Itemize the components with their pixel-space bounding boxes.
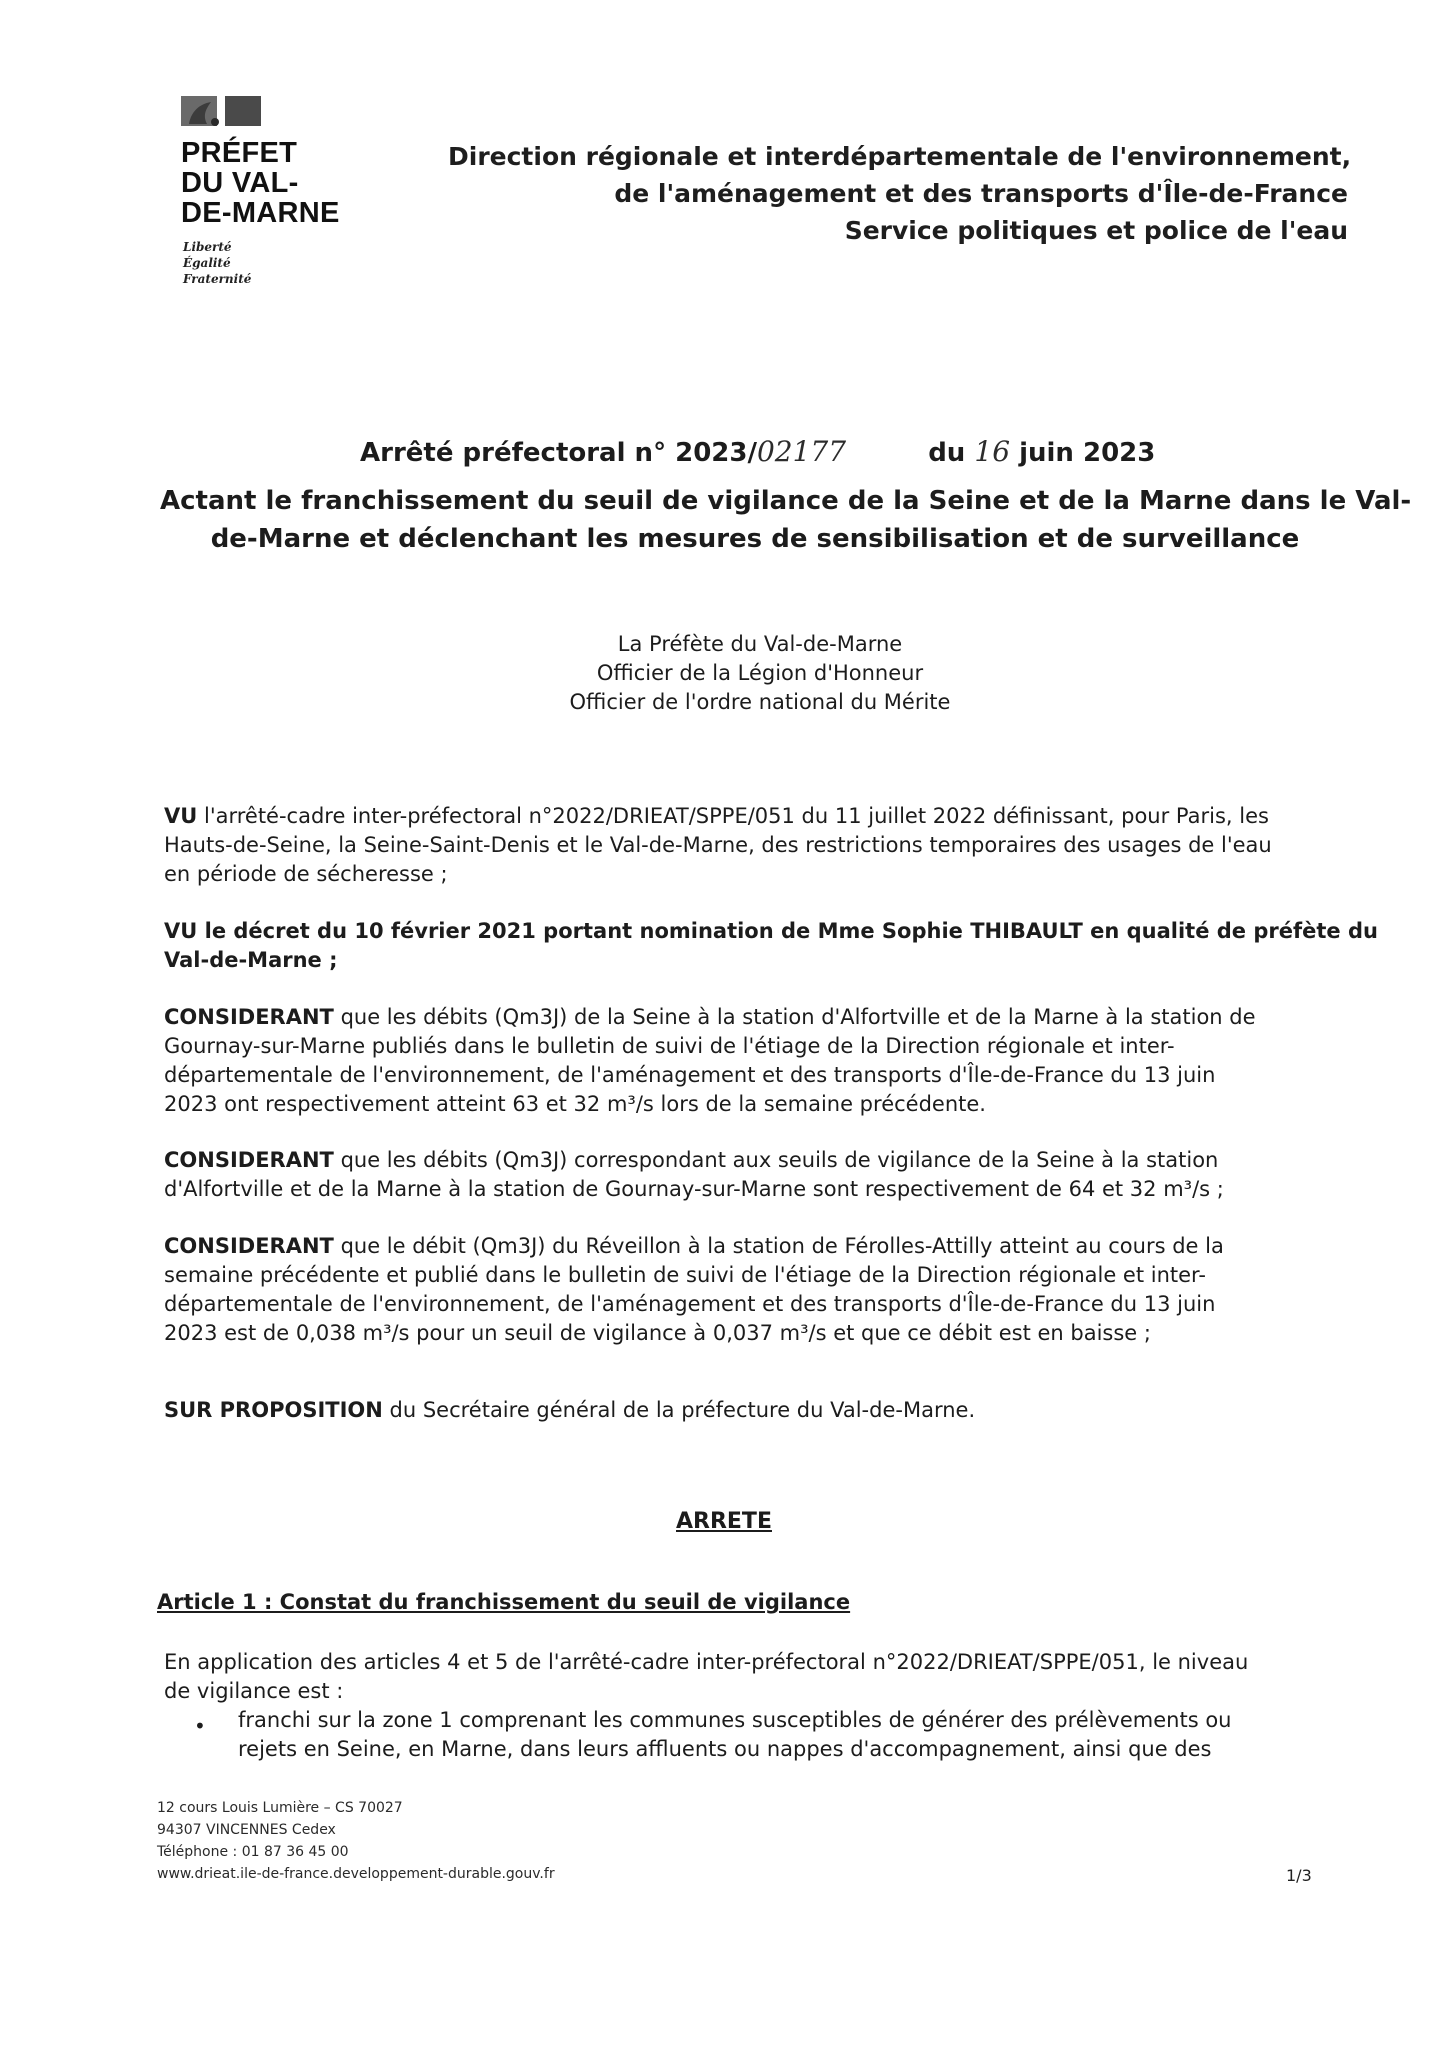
paragraph-line: Gournay-sur-Marne publiés dans le bulletin de suivi de l'étiage de la Direction régionale et inter- <box>164 1034 1175 1058</box>
footer-phone: Téléphone : 01 87 36 45 00 <box>157 1844 349 1860</box>
prefet-line-1: PRÉFET <box>181 137 298 169</box>
considerant-debits-observes <box>164 1003 1344 1119</box>
footer-website: www.drieat.ile-de-france.developpement-durable.gouv.fr <box>157 1866 555 1882</box>
paragraph-line: que les débits (Qm3J) correspondant aux seuils de vigilance de la Seine à la station <box>333 1148 1219 1172</box>
arrete-title <box>360 432 1180 473</box>
paragraph-line: du Secrétaire général de la préfecture du Val-de-Marne. <box>382 1398 976 1422</box>
sur-proposition <box>164 1396 1344 1425</box>
bullet-point: • <box>194 1714 206 1738</box>
considerant-keyword: CONSIDERANT <box>164 1005 334 1029</box>
footer-city: 94307 VINCENNES Cedex <box>157 1822 336 1838</box>
paragraph-line: départementale de l'environnement, de l'aménagement et des transports d'Île-de-France du 13 juin <box>164 1063 1216 1087</box>
prefet-line-2: DU VAL- <box>181 167 299 199</box>
direction-line-2: de l'aménagement et des transports d'Île-de-France <box>614 179 1348 208</box>
motto-fraternite: Fraternité <box>183 272 252 286</box>
direction-line-3: Service politiques et police de l'eau <box>844 216 1348 245</box>
considerant-keyword: CONSIDERANT <box>164 1148 334 1172</box>
subtitle-line-2: de-Marne et déclenchant les mesures de sensibilisation et de surveillance <box>210 524 1300 554</box>
republic-motto <box>183 239 303 287</box>
marianne-logo-icon <box>181 94 265 128</box>
paragraph-line: 2023 ont respectivement atteint 63 et 32 m³/s lors de la semaine précédente. <box>164 1092 986 1116</box>
considerant-seuils-vigilance <box>164 1146 1344 1204</box>
visa-keyword: VU <box>164 919 198 943</box>
paragraph-line: rejets en Seine, en Marne, dans leurs affluents ou nappes d'accompagnement, ainsi que des <box>238 1737 1212 1761</box>
footer-street: 12 cours Louis Lumière – CS 70027 <box>157 1800 403 1816</box>
visa-decret <box>164 917 1378 975</box>
paragraph-line: franchi sur la zone 1 comprenant les communes susceptibles de générer des prélèvements ou <box>238 1708 1232 1732</box>
title-prefix: Arrêté préfectoral n° 2023/ <box>360 438 757 468</box>
paragraph-line: que le débit (Qm3J) du Réveillon à la station de Férolles-Attilly atteint au cours de la <box>333 1234 1224 1258</box>
authority-line-1: La Préfète du Val-de-Marne <box>617 632 903 656</box>
paragraph-line: que les débits (Qm3J) de la Seine à la station d'Alfortville et de la Marne à la station de <box>333 1005 1256 1029</box>
authority-line-3: Officier de l'ordre national du Mérite <box>569 690 951 714</box>
title-du: du <box>928 438 966 468</box>
paragraph-line: le décret du 10 février 2021 portant nomination de Mme Sophie THIBAULT en qualité de préfète du <box>197 919 1378 943</box>
motto-liberte: Liberté <box>183 240 232 254</box>
paragraph-line: Hauts-de-Seine, la Seine-Saint-Denis et le Val-de-Marne, des restrictions temporaires des usages de l'eau <box>164 833 1272 857</box>
paragraph-line: Val-de-Marne ; <box>164 948 338 972</box>
article-1-bullet <box>238 1706 1344 1764</box>
paragraph-line: semaine précédente et publié dans le bulletin de suivi de l'étiage de la Direction régionale et inter- <box>164 1263 1206 1287</box>
page-number: 1/3 <box>1286 1866 1312 1885</box>
prefet-logo-text <box>181 138 371 228</box>
arrete-heading: ARRETE <box>676 1509 772 1534</box>
title-date-suffix: juin 2023 <box>1019 438 1156 468</box>
paragraph-line: de vigilance est : <box>164 1679 344 1703</box>
authority-block <box>400 630 1120 717</box>
motto-egalite: Égalité <box>183 256 231 270</box>
visa-keyword: VU <box>164 804 198 828</box>
arrete-subtitle <box>160 482 1412 558</box>
proposition-keyword: SUR PROPOSITION <box>164 1398 383 1422</box>
handwritten-day: 16 <box>974 435 1011 468</box>
paragraph-line: l'arrêté-cadre inter-préfectoral n°2022/DRIEAT/SPPE/051 du 11 juillet 2022 définissant, pour Paris, les <box>197 804 1269 828</box>
considerant-keyword: CONSIDERANT <box>164 1234 334 1258</box>
paragraph-line: départementale de l'environnement, de l'aménagement et des transports d'Île-de-France du 13 juin <box>164 1292 1216 1316</box>
footer-address <box>157 1797 677 1885</box>
authority-line-2: Officier de la Légion d'Honneur <box>596 661 924 685</box>
direction-line-1: Direction régionale et interdépartementale de l'environnement, <box>448 142 1352 171</box>
considerant-reveillon <box>164 1232 1344 1348</box>
prefet-line-3: DE-MARNE <box>181 197 340 229</box>
paragraph-line: en période de sécheresse ; <box>164 862 448 886</box>
visa-arrete-cadre <box>164 802 1344 889</box>
article-1-intro <box>164 1648 1344 1706</box>
paragraph-line: d'Alfortville et de la Marne à la station de Gournay-sur-Marne sont respectivement de 64 et 32 m³/s ; <box>164 1177 1224 1201</box>
subtitle-line-1: Actant le franchissement du seuil de vigilance de la Seine et de la Marne dans le Val- <box>160 486 1412 516</box>
paragraph-line: 2023 est de 0,038 m³/s pour un seuil de vigilance à 0,037 m³/s et que ce débit est en baisse ; <box>164 1321 1151 1345</box>
handwritten-arrete-number: 02177 <box>756 435 847 468</box>
paragraph-line: En application des articles 4 et 5 de l'arrêté-cadre inter-préfectoral n°2022/DRIEAT/SPPE/051, le niveau <box>164 1650 1249 1674</box>
direction-header <box>448 138 1352 249</box>
article-1-heading: Article 1 : Constat du franchissement du seuil de vigilance <box>157 1590 851 1614</box>
